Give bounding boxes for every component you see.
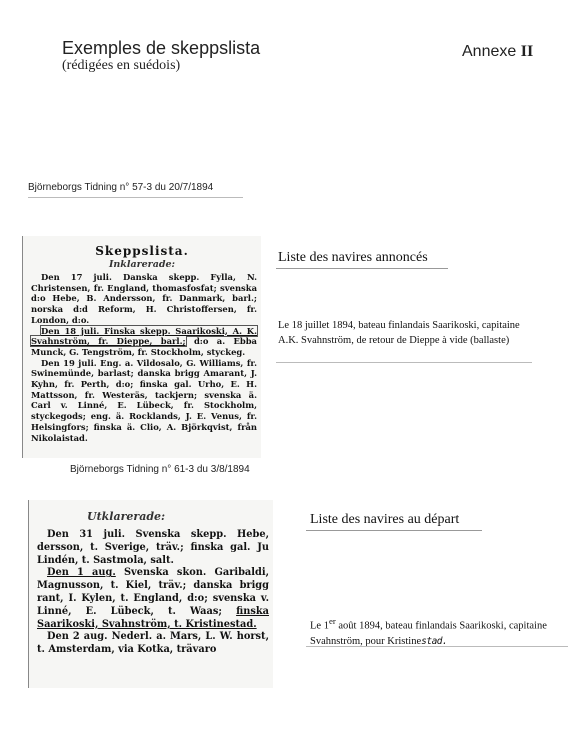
page-subtitle: (rédigées en suédois) <box>62 58 181 73</box>
arrivals-note-text: Le 18 juillet 1894, bateau finlandais Saarikoski, capitaine A.K. Svahnström, de retour de Dieppe à vide (ballaste) <box>278 320 520 346</box>
clipping-body <box>29 529 273 657</box>
note-text-part: Le 1 <box>310 620 329 632</box>
note-text-part: août 1894, bateau finlandais Saarikoski, capitaine Svahnström, pour Kristine <box>310 620 547 647</box>
clipping2-caption: Björneborgs Tidning n° 61-3 du 3/8/1894 <box>70 464 250 475</box>
departures-note-title: Liste des navires au départ <box>310 512 460 527</box>
page-title: Exemples de skeppslista <box>62 38 261 58</box>
note-divider <box>306 646 568 647</box>
note-divider <box>276 362 532 363</box>
highlighted-entry: finska Saarikoski, Svahnström, t. Kristinestad. <box>37 605 269 630</box>
annex-number: II <box>520 43 534 60</box>
highlighted-date: Den 1 aug. <box>47 567 116 579</box>
highlighted-entry: Den 18 juli. Finska skepp. Saarikoski, A. K. Svahnström, fr. Dieppe, barl.; <box>31 325 257 347</box>
annex-word: Annexe <box>462 43 517 60</box>
clipping-subheading: Utklarerade: <box>87 510 166 523</box>
clipping-subheading: Inklarerade: <box>108 259 176 270</box>
clipping-heading: Skeppslista. <box>95 244 189 258</box>
departures-note-text <box>310 614 560 649</box>
clipping-paragraph: Den 31 juli. Svenska skepp. Hebe, dersson, t. Sverige, träv.; finska gal. Ju Lindén, t. Sastmola, salt. <box>37 529 269 566</box>
note-divider <box>306 530 482 531</box>
clipping-paragraph: Den 2 aug. Nederl. a. Mars, L. W. horst, t. Amsterdam, via Kotka, trävaro <box>37 631 269 656</box>
clipping-paragraph-highlighted <box>37 567 269 631</box>
clipping-paragraph: Den 19 juli. Eng. a. Vildosalo, G. Williams, fr. Swinemünde, barlast; danska brigg Amarant, J. Kyhn, fr. Perth, d:o; finska gal. Urho, E. H. Mattsson, fr. Westeräs, tackjern; svenska ä. Carl v. Linné, E. Lübeck, fr. Stockholm, styckegods; eng. ä. Rocklands, J. E. Venus, fr. Helsingfors; finska ä. Clio, A. Björkqvist, från Nikolaistad. <box>31 357 257 443</box>
newspaper-clipping-arrivals <box>22 236 261 458</box>
arrivals-note-title: Liste des navires annoncés <box>278 250 428 265</box>
clipping-text: Svenska skon. Garibaldi, Magnusson, t. Kiel, träv.; danska brigg rant, I. Kylen, t. England, d:o; svenska v. Linné, E. Lübeck, t. Waas; <box>37 567 269 617</box>
clipping-paragraph: Den 17 juli. Danska skepp. Fylla, N. Christensen, fr. England, thomasfosfat; svenska d:o Hebe, B. Andersson, fr. Danmark, barl.; norska d:d Reform, H. Christoffersen, fr. London, d:o. <box>31 272 257 325</box>
handwritten-correction: stad. <box>421 635 448 647</box>
clipping1-caption: Björneborgs Tidning n° 57-3 du 20/7/1894 <box>28 182 214 193</box>
annex-label <box>462 43 533 61</box>
clipping-body <box>23 272 261 443</box>
clipping-paragraph-highlighted <box>31 326 257 358</box>
newspaper-clipping-departures <box>28 500 273 688</box>
note-divider <box>276 268 448 269</box>
clipping-text: d:o a. Ebba Munck, G. Tengström, fr. Stockholm, styckeg. <box>31 336 257 357</box>
ordinal-suffix: er <box>328 616 336 626</box>
caption-divider <box>28 197 243 198</box>
